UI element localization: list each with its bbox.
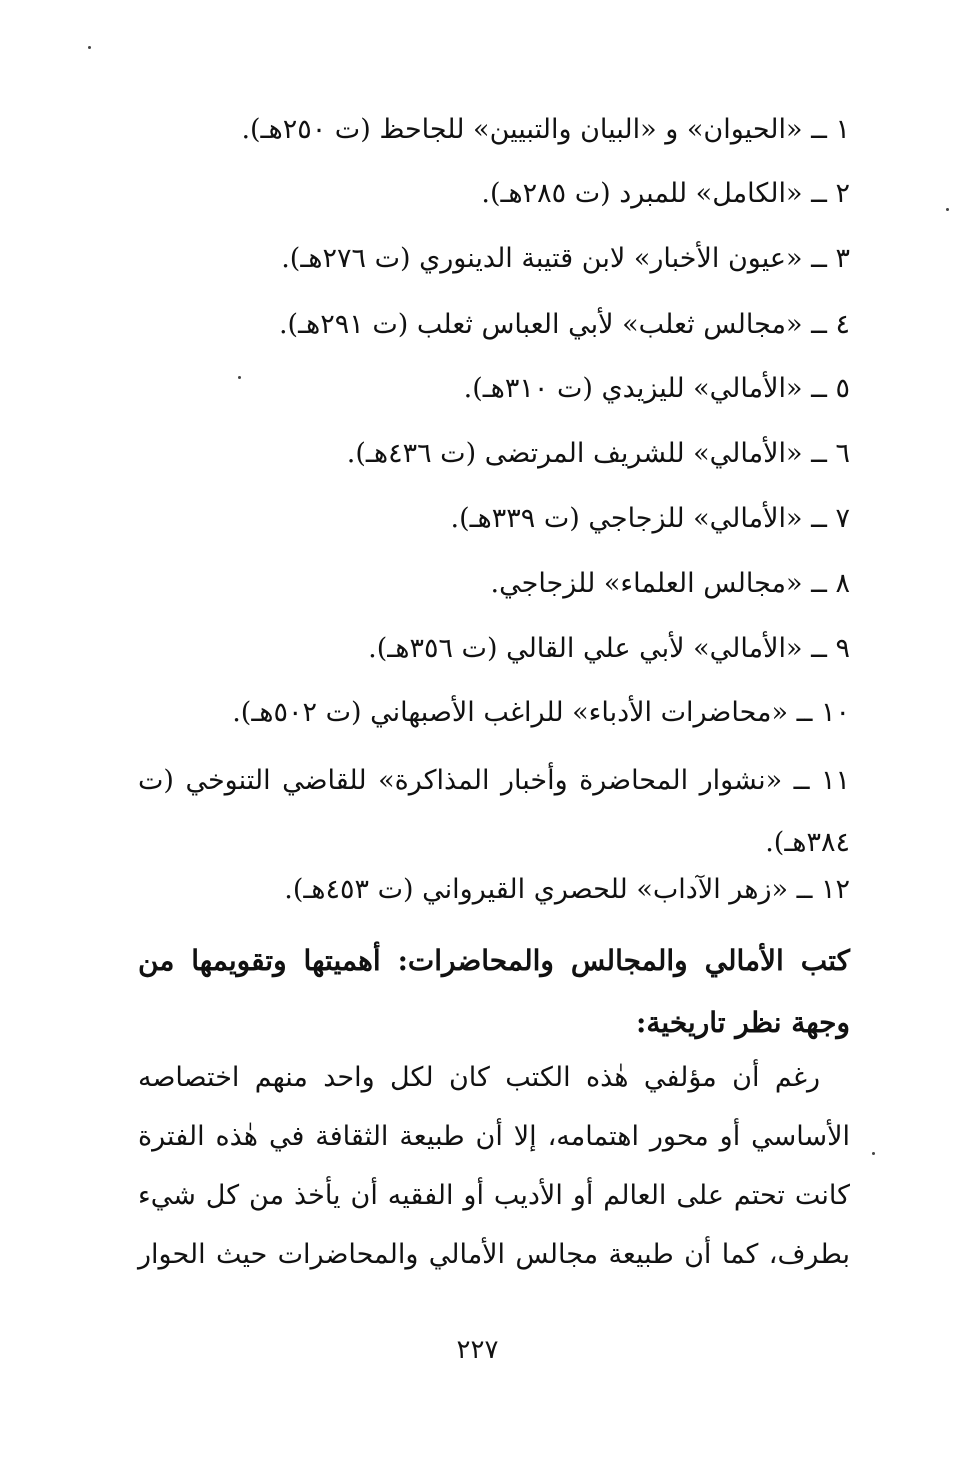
- reference-list-item: ٢ ــ «الكامل» للمبرد (ت ٢٨٥هـ).: [481, 178, 850, 209]
- reference-list-item: ١٠ ــ «محاضرات الأدباء» للراغب الأصبهاني (ت ٥٠٢هـ).: [232, 697, 850, 728]
- reference-list-item: ٩ ــ «الأمالي» لأبي علي القالي (ت ٣٥٦هـ).: [368, 633, 850, 664]
- reference-list-item: ١ ــ «الحيوان» و «البيان والتبيين» للجاحظ (ت ٢٥٠هـ).: [241, 114, 850, 145]
- reference-list-item: ٤ ــ «مجالس ثعلب» لأبي العباس ثعلب (ت ٢٩١هـ).: [278, 309, 850, 340]
- reference-list-item: ٨ ــ «مجالس العلماء» للزجاجي.: [490, 568, 850, 599]
- reference-list-item: ١١ ــ «نشوار المحاضرة وأخبار المذاكرة» للقاضي التنوخي (ت ٣٨٤هـ).: [138, 765, 850, 858]
- reference-list-item: ٣ ــ «عيون الأخبار» لابن قتيبة الدينوري (ت ٢٧٦هـ).: [281, 243, 850, 274]
- scan-speck: [872, 1152, 875, 1155]
- scan-speck: [946, 208, 949, 211]
- reference-list-item: ١٢ ــ «زهر الآداب» للحصري القيرواني (ت ٤٥٣هـ).: [284, 874, 850, 905]
- reference-list-item: ٧ ــ «الأمالي» للزجاجي (ت ٣٣٩هـ).: [450, 503, 850, 534]
- section-heading: كتب الأمالي والمجالس والمحاضرات: أهميتها وتقويمها من وجهة نظر تاريخية:: [138, 944, 850, 1039]
- reference-list-item: ٦ ــ «الأمالي» للشريف المرتضى (ت ٤٣٦هـ).: [346, 438, 850, 469]
- scan-speck: [88, 46, 91, 49]
- page-number: ٢٢٧: [456, 1335, 499, 1365]
- body-paragraph: رغم أن مؤلفي هٰذه الكتب كان لكل واحد منهم اختصاصه الأساسي أو محور اهتمامه، إلا أن طبيعة الثقافة في هٰذه الفترة كانت تحتم على العالم أو الأديب أو الفقيه أن يأخذ من كل شيء بطرف، كما أن طبيعة مجالس الأمالي والمحاضرات حيث الحوار: [138, 1062, 850, 1270]
- reference-list-item: ٥ ــ «الأمالي» لليزيدي (ت ٣١٠هـ).: [463, 373, 850, 404]
